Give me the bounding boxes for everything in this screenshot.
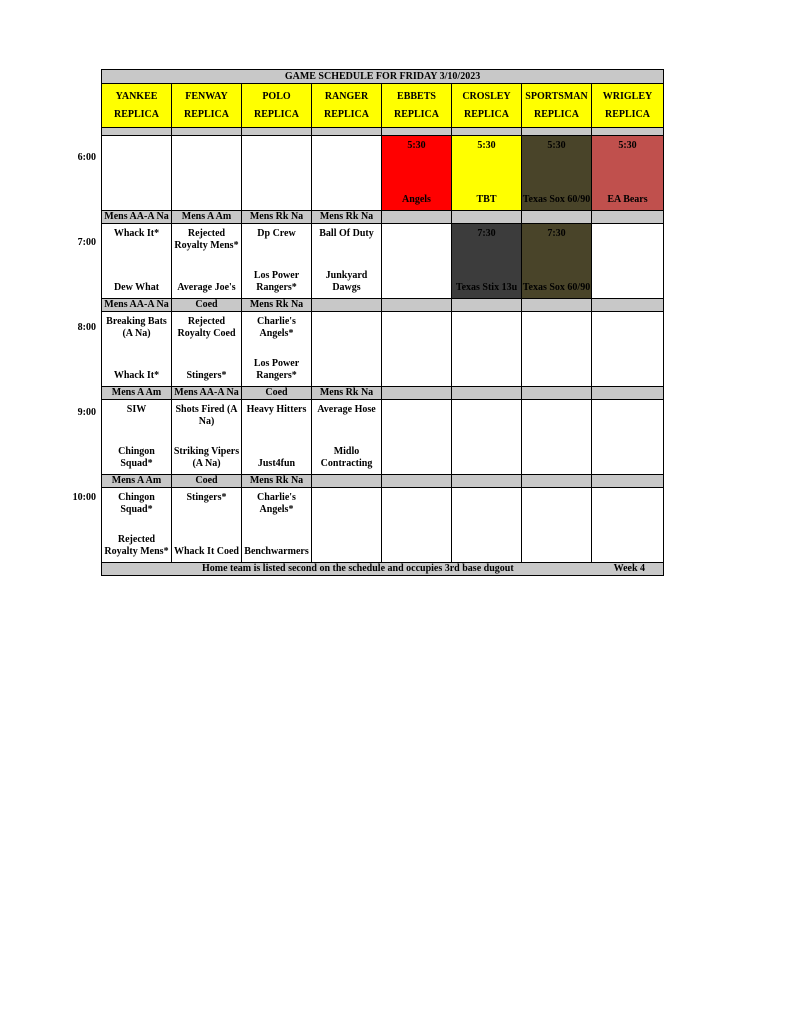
league-label [592, 475, 664, 488]
league-label [382, 299, 452, 312]
team-bottom: Dew What [113, 282, 160, 293]
team-top: 7:30 [477, 228, 496, 239]
team-top: Ball Of Duty [319, 228, 374, 239]
game-cell [592, 136, 664, 211]
field-header-polo [242, 84, 312, 128]
league-label [452, 299, 522, 312]
league-label: Mens AA-A Na [102, 299, 172, 312]
game-cell [452, 400, 522, 475]
team-bottom: EA Bears [607, 194, 648, 205]
team-bottom: Texas Sox 60/90 [522, 282, 591, 293]
header-spacer [382, 128, 452, 136]
team-top: Whack It* [113, 228, 160, 239]
footer-note: Home team is listed second on the schedule and occupies 3rd base dugout [201, 563, 514, 574]
league-label: Coed [172, 299, 242, 312]
league-label [522, 299, 592, 312]
team-bottom: Whack It* [113, 370, 160, 381]
field-subtitle: REPLICA [605, 108, 651, 120]
league-label [522, 211, 592, 224]
team-top: Rejected Royalty Coed [177, 316, 236, 339]
team-bottom: Los Power Rangers* [253, 358, 300, 381]
game-cell [312, 312, 382, 387]
game-cell [522, 488, 592, 563]
game-cell [452, 488, 522, 563]
game-cell [102, 224, 172, 299]
field-name: EBBETS [397, 90, 436, 102]
game-cell [102, 488, 172, 563]
field-subtitle: REPLICA [393, 108, 439, 120]
team-bottom: Midlo Contracting [320, 446, 373, 469]
league-label [312, 299, 382, 312]
game-cell [102, 400, 172, 475]
field-subtitle: REPLICA [253, 108, 299, 120]
game-cell [522, 136, 592, 211]
game-cell [592, 400, 664, 475]
field-header-ranger [312, 84, 382, 128]
team-bottom: Chingon Squad* [118, 446, 155, 469]
field-name: CROSLEY [462, 90, 511, 102]
team-bottom: Stingers* [186, 370, 227, 381]
field-subtitle: REPLICA [113, 108, 159, 120]
league-label: Mens A Am [102, 387, 172, 400]
game-cell [242, 400, 312, 475]
team-top: Dp Crew [257, 228, 296, 239]
game-cell [102, 312, 172, 387]
field-name: POLO [262, 90, 291, 102]
field-header-ebbets [382, 84, 452, 128]
team-top: Average Hose [317, 404, 376, 415]
game-cell [312, 136, 382, 211]
team-top: 7:30 [547, 228, 566, 239]
game-cell [382, 136, 452, 211]
team-top: 5:30 [547, 140, 566, 151]
team-bottom: Average Joe's [177, 282, 236, 293]
team-bottom: Just4fun [257, 458, 296, 469]
time-label-6: 6:00 [77, 152, 96, 163]
game-cell [382, 488, 452, 563]
league-label [452, 211, 522, 224]
league-label: Mens AA-A Na [172, 387, 242, 400]
team-bottom: Texas Stix 13u [455, 282, 518, 293]
schedule-title: GAME SCHEDULE FOR FRIDAY 3/10/2023 [102, 70, 664, 84]
game-cell [172, 224, 242, 299]
field-header-yankee [102, 84, 172, 128]
game-cell [382, 400, 452, 475]
league-label [592, 211, 664, 224]
game-cell [452, 136, 522, 211]
team-bottom: Whack It Coed [173, 546, 239, 557]
team-top: Charlie's Angels* [257, 492, 296, 515]
league-label [382, 387, 452, 400]
league-label: Mens A Am [172, 211, 242, 224]
week-label: Week 4 [613, 563, 646, 574]
field-name: FENWAY [185, 90, 228, 102]
league-label: Coed [242, 387, 312, 400]
team-top: Breaking Bats (A Na) [106, 316, 167, 339]
league-label [522, 475, 592, 488]
game-cell [312, 400, 382, 475]
game-cell [172, 312, 242, 387]
time-label-8: 8:00 [77, 322, 96, 333]
team-top: Chingon Squad* [118, 492, 155, 515]
game-cell [172, 488, 242, 563]
time-label-10: 10:00 [72, 492, 96, 503]
field-header-fenway [172, 84, 242, 128]
game-cell [452, 312, 522, 387]
field-subtitle: REPLICA [183, 108, 229, 120]
field-header-sportsman [522, 84, 592, 128]
team-bottom: Striking Vipers (A Na) [173, 446, 240, 469]
game-cell [172, 400, 242, 475]
field-subtitle: REPLICA [323, 108, 369, 120]
footer-bar [102, 563, 664, 576]
league-label: Mens Rk Na [312, 387, 382, 400]
league-label [592, 299, 664, 312]
team-top: Rejected Royalty Mens* [174, 228, 239, 251]
game-cell [242, 136, 312, 211]
team-bottom: Angels [402, 194, 431, 205]
league-label: Mens A Am [102, 475, 172, 488]
team-top: Charlie's Angels* [257, 316, 296, 339]
field-name: RANGER [324, 90, 369, 102]
game-cell [452, 224, 522, 299]
field-name: WRIGLEY [602, 90, 653, 102]
time-label-7: 7:00 [77, 237, 96, 248]
field-header-crosley [452, 84, 522, 128]
game-cell [522, 224, 592, 299]
team-bottom: Texas Sox 60/90 [522, 194, 591, 205]
league-label: Mens Rk Na [242, 299, 312, 312]
team-bottom: Benchwarmers [244, 546, 309, 557]
league-label: Mens Rk Na [242, 475, 312, 488]
team-top: Stingers* [186, 492, 227, 503]
game-cell [592, 488, 664, 563]
game-cell [242, 224, 312, 299]
header-spacer [312, 128, 382, 136]
league-label [382, 211, 452, 224]
game-cell [592, 224, 664, 299]
game-cell [382, 224, 452, 299]
schedule-sheet [101, 69, 663, 576]
team-bottom: Los Power Rangers* [253, 270, 300, 293]
team-bottom: Junkyard Dawgs [325, 270, 368, 293]
field-subtitle: REPLICA [463, 108, 509, 120]
schedule-table [101, 69, 664, 576]
game-cell [102, 136, 172, 211]
time-label-9: 9:00 [77, 407, 96, 418]
game-cell [312, 488, 382, 563]
field-name: YANKEE [115, 90, 158, 102]
game-cell [242, 488, 312, 563]
league-label [312, 475, 382, 488]
header-spacer [172, 128, 242, 136]
league-label [382, 475, 452, 488]
game-cell [172, 136, 242, 211]
league-label: Coed [172, 475, 242, 488]
game-cell [382, 312, 452, 387]
game-cell [522, 400, 592, 475]
field-subtitle: REPLICA [533, 108, 579, 120]
game-cell [522, 312, 592, 387]
game-cell [242, 312, 312, 387]
field-header-wrigley [592, 84, 664, 128]
team-top: Heavy Hitters [246, 404, 307, 415]
header-spacer [102, 128, 172, 136]
team-bottom: Rejected Royalty Mens* [104, 534, 169, 557]
game-cell [312, 224, 382, 299]
game-cell [592, 312, 664, 387]
team-top: 5:30 [477, 140, 496, 151]
team-top: SIW [126, 404, 147, 415]
league-label: Mens Rk Na [242, 211, 312, 224]
team-top: 5:30 [407, 140, 426, 151]
league-label [452, 475, 522, 488]
header-spacer [522, 128, 592, 136]
league-label: Mens AA-A Na [102, 211, 172, 224]
league-label [592, 387, 664, 400]
team-top: 5:30 [618, 140, 637, 151]
header-spacer [452, 128, 522, 136]
league-label [522, 387, 592, 400]
header-spacer [592, 128, 664, 136]
team-top: Shots Fired (A Na) [175, 404, 238, 427]
field-name: SPORTSMAN [525, 90, 588, 102]
league-label [452, 387, 522, 400]
team-bottom: TBT [476, 194, 497, 205]
league-label: Mens Rk Na [312, 211, 382, 224]
header-spacer [242, 128, 312, 136]
